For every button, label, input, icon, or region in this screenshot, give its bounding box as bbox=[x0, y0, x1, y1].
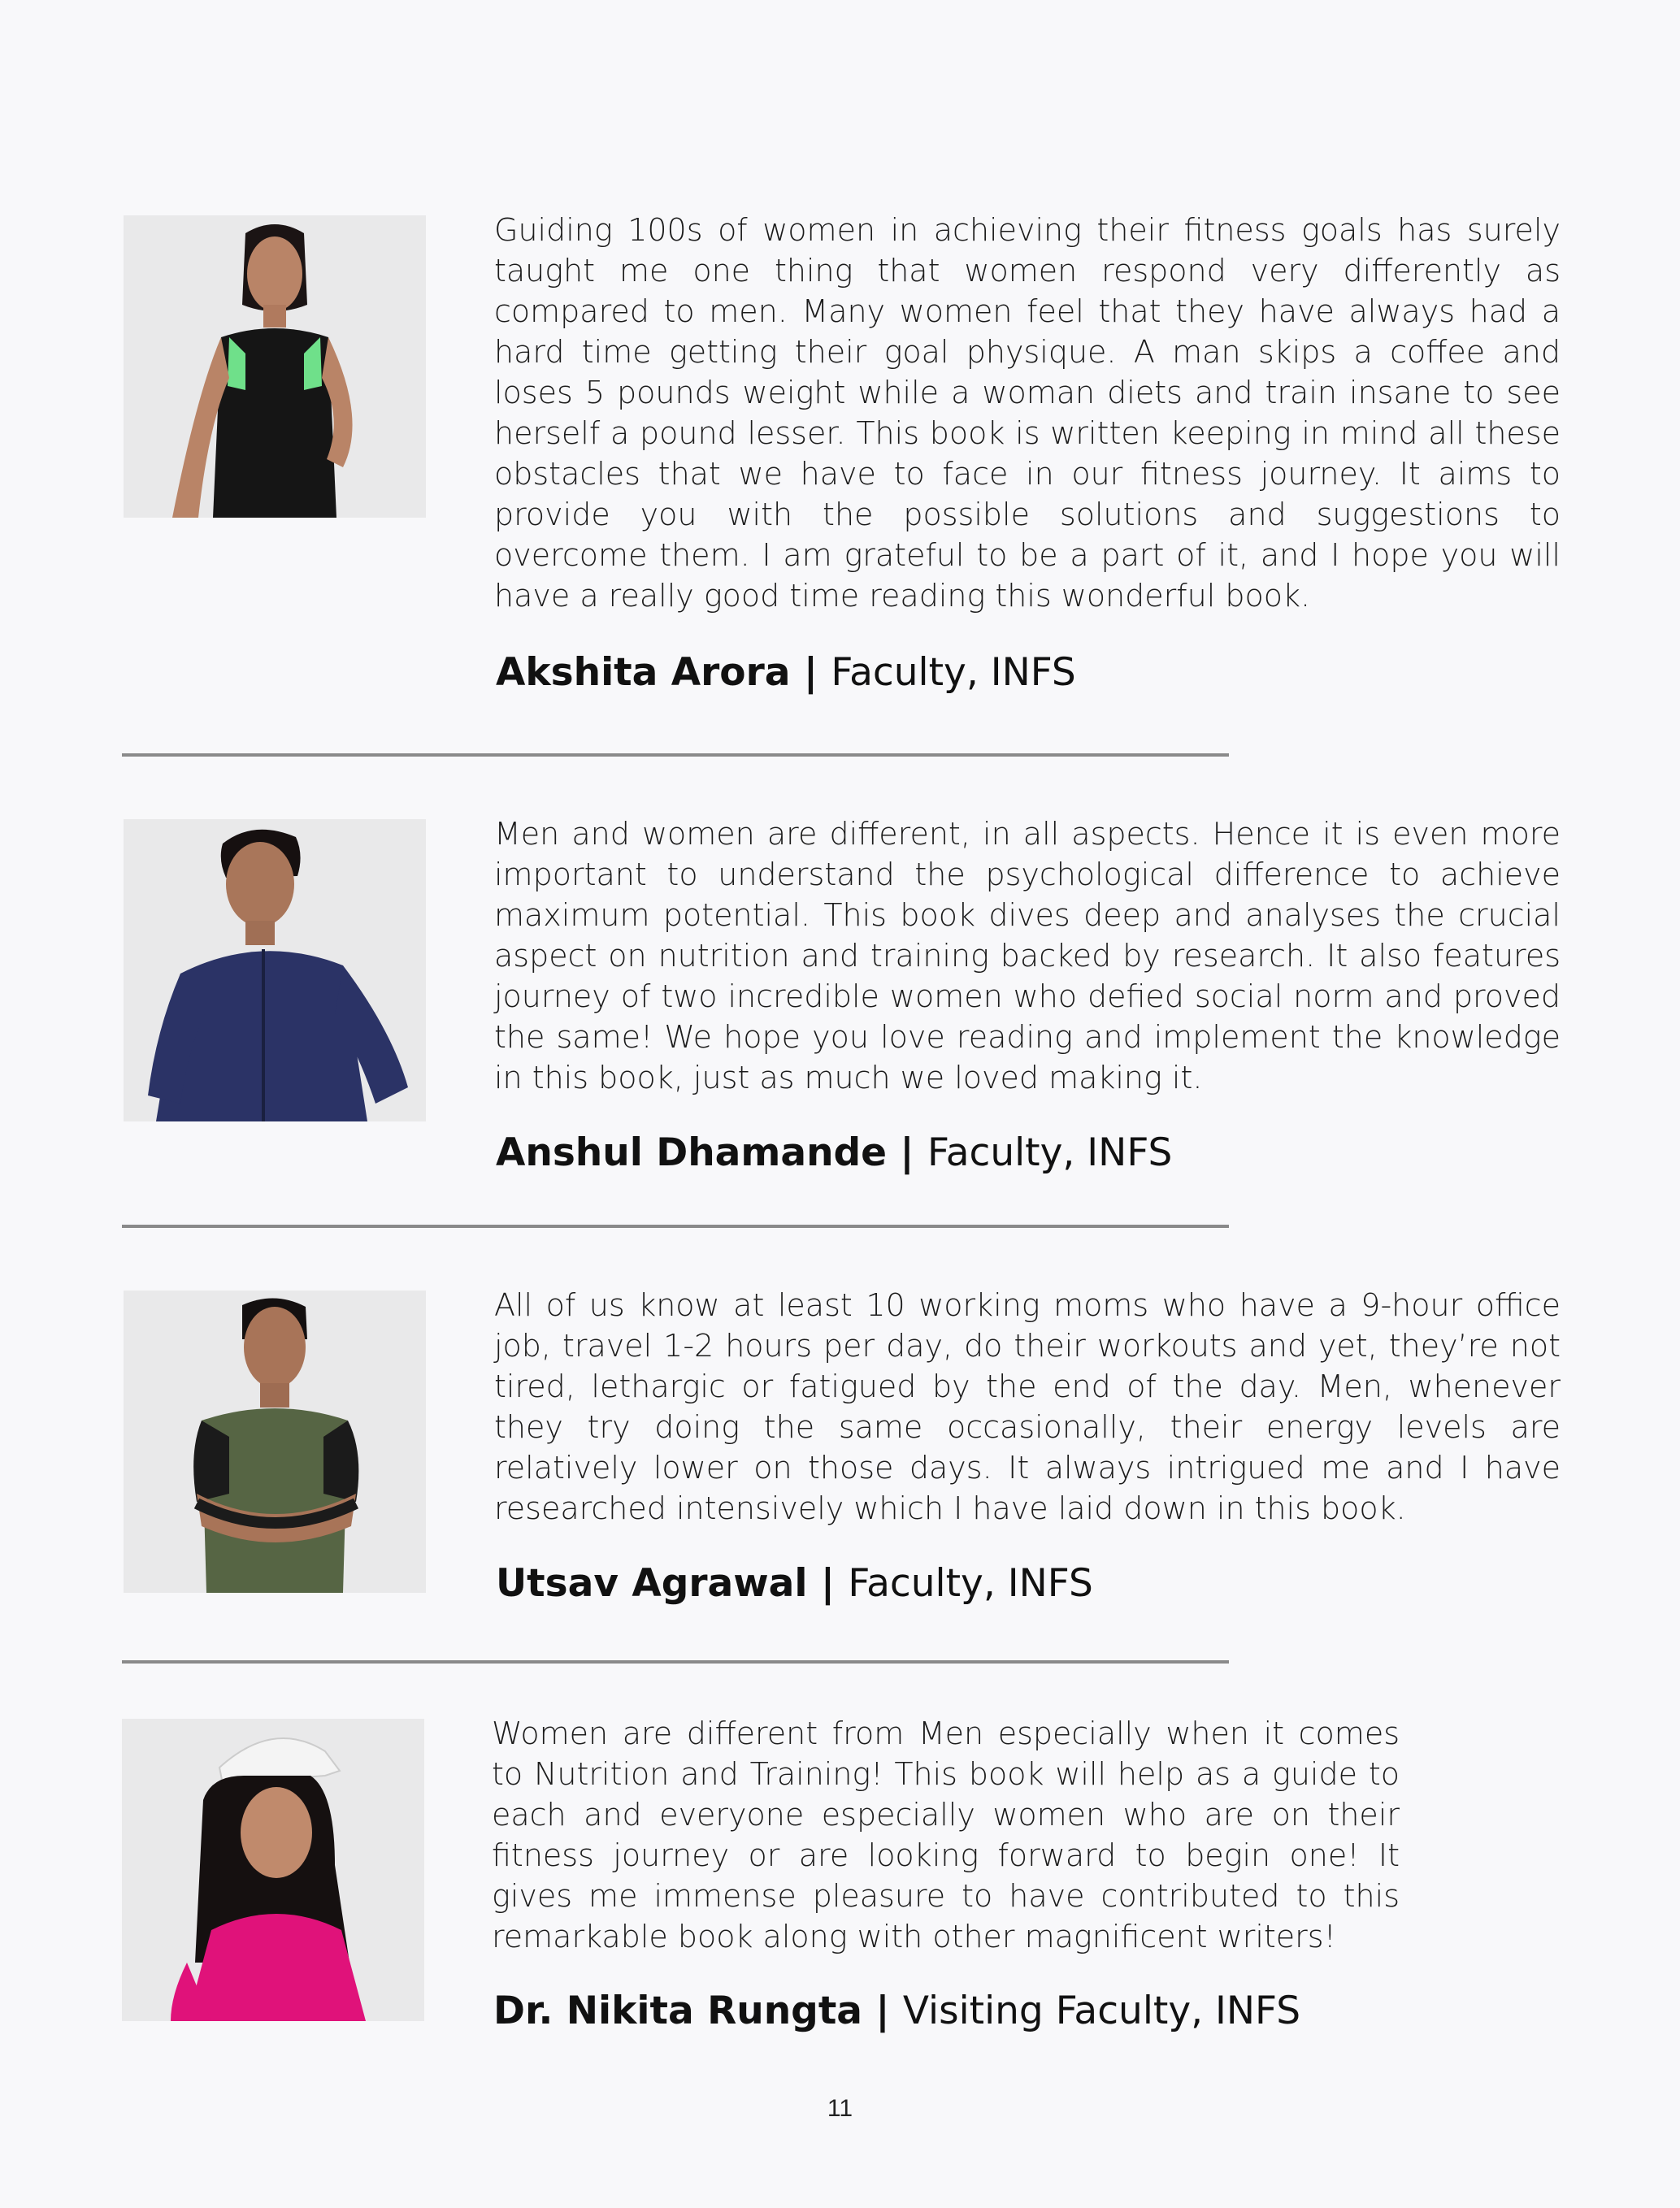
section-divider bbox=[122, 753, 1229, 757]
woman-trainer-photo-icon bbox=[124, 215, 426, 518]
section-divider bbox=[122, 1225, 1229, 1228]
signature-separator: | bbox=[862, 1989, 903, 2033]
author-role: Visiting Faculty, INFS bbox=[902, 1989, 1301, 2033]
author-signature bbox=[496, 649, 1076, 697]
section-divider bbox=[122, 1660, 1229, 1664]
testimonial-text: Women are different from Men especially when it comes to Nutrition and Training! This book will help as a guide to each and everyone especially women who are on their fitness journey or are looking forward to begin one! It gives me immense pleasure to have contributed to this remarkable book along with other magnificent writers! bbox=[492, 1716, 1400, 1954]
photo-utsav-agrawal bbox=[124, 1291, 426, 1593]
author-role: Faculty, INFS bbox=[848, 1561, 1093, 1606]
man-trainer-photo-icon bbox=[124, 1291, 426, 1593]
author-signature bbox=[496, 1129, 1172, 1178]
signature-separator: | bbox=[790, 650, 831, 695]
author-signature bbox=[493, 1987, 1300, 2036]
testimonial-text: All of us know at least 10 working moms who have a 9-hour office job, travel 1-2 hours per day, do their workouts and yet, they’re not tired, lethargic or fatigued by the end of the day. Men, whenever they try doing the same occasionally, their energy levels are relatively lower on those days. It always intrigued me and I have researched intensively which I have laid down in this book. bbox=[494, 1287, 1561, 1526]
photo-nikita-rungta bbox=[122, 1719, 424, 2021]
page-number: 11 bbox=[827, 2095, 853, 2122]
signature-separator: | bbox=[887, 1130, 927, 1175]
author-name: Dr. Nikita Rungta bbox=[493, 1989, 863, 2033]
photo-anshul-dhamande bbox=[124, 819, 426, 1121]
man-trainer-photo-icon bbox=[124, 819, 426, 1121]
author-role: Faculty, INFS bbox=[927, 1130, 1173, 1175]
photo-akshita-arora bbox=[124, 215, 426, 518]
author-signature bbox=[496, 1559, 1093, 1608]
signature-separator: | bbox=[807, 1561, 849, 1606]
testimonial-text: Men and women are different, in all aspects. Hence it is even more important to understand the psychological difference to achieve maximum potential. This book dives deep and analyses the crucial aspect on nutrition and training backed by research. It also features journey of two incredible women who defied social norm and proved the same! We hope you love reading and implement the knowledge in this book, just as much we loved making it. bbox=[494, 816, 1561, 1095]
author-name: Anshul Dhamande bbox=[496, 1130, 888, 1175]
author-name: Utsav Agrawal bbox=[496, 1561, 808, 1606]
testimonial-text: Guiding 100s of women in achieving their fitness goals has surely taught me one thing that women respond very differently as compared to men. Many women feel that they have always had a hard time getting their goal physique. A man skips a coffee and loses 5 pounds weight while a woman diets and train insane to see herself a pound lesser. This book is written keeping in mind all these obstacles that we have to face in our fitness journey. It aims to provide you with the possible solutions and suggestions to overcome them. I am grateful to be a part of it, and I hope you will have a really good time reading this wonderful book. bbox=[494, 212, 1561, 614]
author-role: Faculty, INFS bbox=[831, 650, 1076, 695]
author-name: Akshita Arora bbox=[496, 650, 791, 695]
woman-trainer-photo-icon bbox=[122, 1719, 424, 2021]
